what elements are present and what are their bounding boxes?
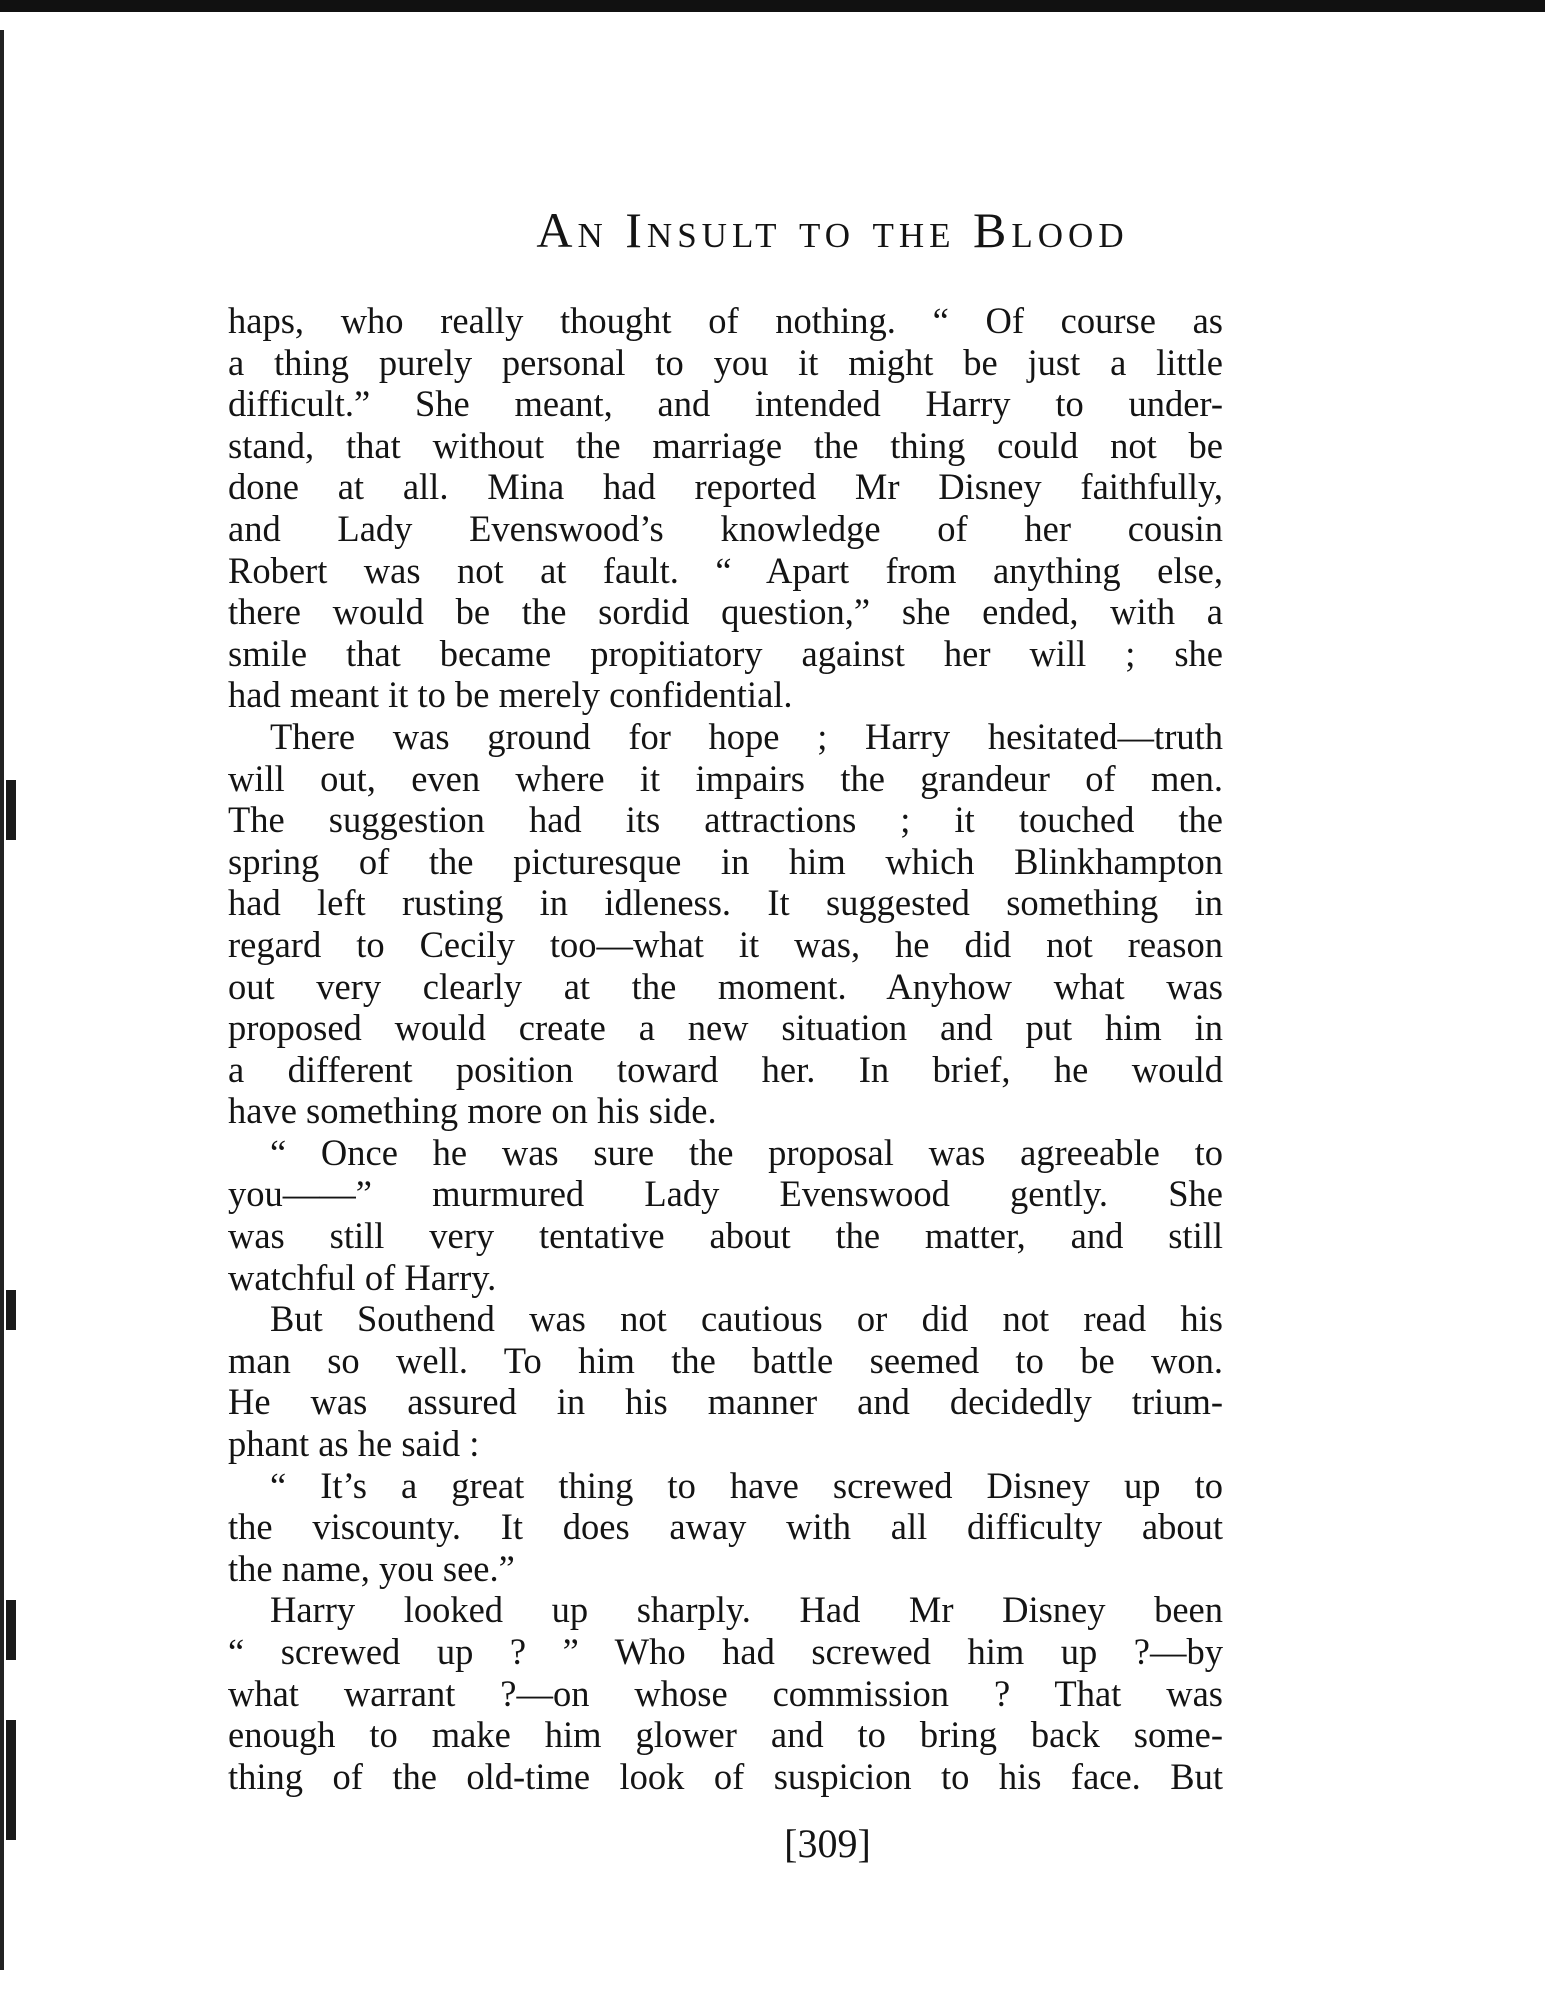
text-line: had meant it to be merely confidential.	[228, 674, 793, 716]
text-line: spring of the picturesque in him which Blinkhampton	[228, 840, 1223, 882]
page-number: [309]	[784, 1821, 871, 1866]
binding-shadow-mark	[6, 1290, 16, 1330]
text-line: what warrant ?—on whose commission ? That was	[228, 1672, 1223, 1714]
text-line: watchful of Harry.	[228, 1256, 497, 1298]
text-line: enough to make him glower and to bring back some-	[228, 1714, 1223, 1756]
binding-shadow-mark	[6, 780, 16, 840]
running-title: An Insult to the Blood	[536, 202, 1129, 258]
text-line: had left rusting in idleness. It suggested something in	[228, 882, 1223, 924]
text-line: proposed would create a new situation and put him in	[228, 1007, 1223, 1049]
text-line: “ Once he was sure the proposal was agreeable to	[270, 1131, 1223, 1173]
text-line: was still very tentative about the matter, and still	[228, 1215, 1223, 1257]
text-line: smile that became propitiatory against her will ; she	[228, 632, 1223, 674]
text-line: Harry looked up sharply. Had Mr Disney been	[270, 1589, 1223, 1631]
text-line: Robert was not at fault. “ Apart from anything else,	[228, 549, 1223, 591]
text-line: The suggestion had its attractions ; it touched the	[228, 799, 1223, 841]
body-text	[228, 300, 1223, 1797]
text-line: you——” murmured Lady Evenswood gently. She	[228, 1173, 1223, 1215]
text-line: have something more on his side.	[228, 1090, 717, 1132]
text-line: a thing purely personal to you it might be just a little	[228, 341, 1223, 383]
running-header	[0, 202, 1545, 258]
text-line: the name, you see.”	[228, 1547, 515, 1589]
text-line: a different position toward her. In brief, he would	[228, 1048, 1223, 1090]
text-line: haps, who really thought of nothing. “ Of course as	[228, 300, 1223, 341]
text-line: there would be the sordid question,” she ended, with a	[228, 591, 1223, 633]
top-edge-rule	[0, 0, 1545, 12]
text-line: He was assured in his manner and decidedly trium-	[228, 1381, 1223, 1423]
text-line: done at all. Mina had reported Mr Disney faithfully,	[228, 466, 1223, 508]
text-line: “ It’s a great thing to have screwed Disney up to	[270, 1464, 1223, 1506]
text-line: the viscounty. It does away with all difficulty about	[228, 1506, 1223, 1548]
binding-shadow-mark	[6, 1600, 16, 1660]
text-line: and Lady Evenswood’s knowledge of her cousin	[228, 507, 1223, 549]
text-line: But Southend was not cautious or did not read his	[270, 1298, 1223, 1340]
text-line: regard to Cecily too—what it was, he did not reason	[228, 923, 1223, 965]
text-line: thing of the old-time look of suspicion to his face. But	[228, 1755, 1223, 1797]
left-page-edge	[0, 30, 4, 1970]
text-line: There was ground for hope ; Harry hesitated—truth	[270, 715, 1223, 757]
text-line: out very clearly at the moment. Anyhow what was	[228, 965, 1223, 1007]
text-line: phant as he said :	[228, 1423, 480, 1465]
text-line: man so well. To him the battle seemed to be won.	[228, 1339, 1223, 1381]
text-line: will out, even where it impairs the grandeur of men.	[228, 757, 1223, 799]
text-line: difficult.” She meant, and intended Harry to under-	[228, 383, 1223, 425]
text-line: “ screwed up ? ” Who had screwed him up ?—by	[228, 1631, 1223, 1672]
text-line: stand, that without the marriage the thing could not be	[228, 424, 1223, 466]
